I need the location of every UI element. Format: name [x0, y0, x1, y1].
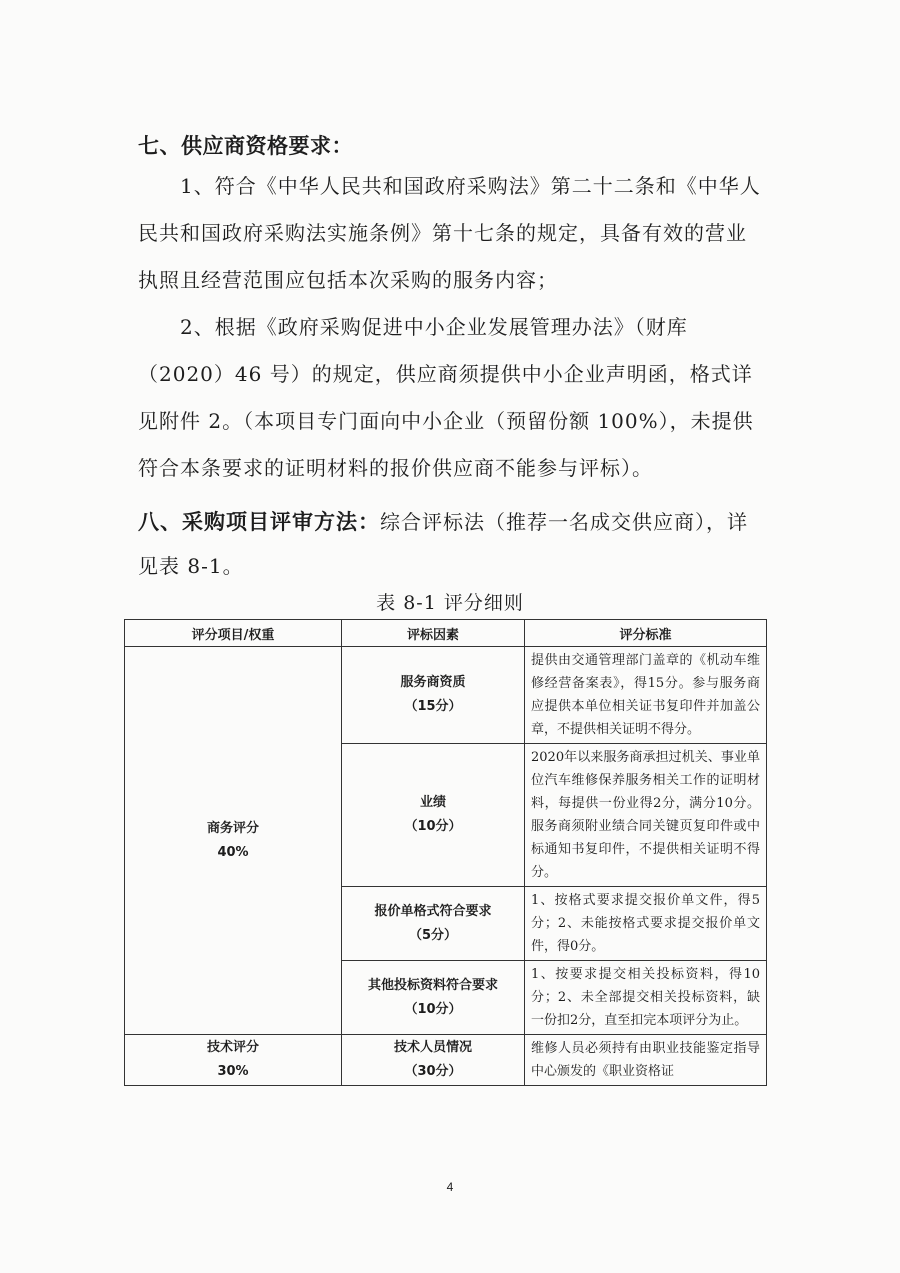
category-name: 技术评分 — [206, 1040, 259, 1055]
section-7-heading: 七、供应商资格要求： — [138, 134, 353, 158]
table-row — [125, 1035, 767, 1086]
factor-points: （15分） — [404, 699, 462, 714]
section-8-heading: 八、采购项目评审方法： — [138, 510, 380, 534]
factor-name: 其他投标资料符合要求 — [367, 977, 498, 993]
table-caption: 表 8-1 评分细则 — [376, 592, 524, 614]
category-name: 商务评分 — [206, 820, 259, 836]
requirement-item-1: 1、符合《中华人民共和国政府采购法》第二十二条和《中华人民共和国政府采购法实施条例》第十七条的规定，具备有效的营业执照且经营范围应包括本次采购的服务内容； — [138, 174, 761, 292]
factor-cell — [342, 744, 525, 887]
factor-points: （30分） — [404, 1064, 462, 1079]
section-7-body — [138, 163, 764, 492]
table-row — [125, 647, 767, 744]
factor-cell — [342, 1035, 525, 1086]
factor-name: 报价单格式符合要求 — [374, 903, 492, 919]
category-weight: 30% — [217, 1064, 249, 1079]
column-header: 评标因素 — [342, 620, 525, 647]
criteria-cell: 维修人员必须持有由职业技能鉴定指导中心颁发的《职业资格证 — [525, 1035, 767, 1086]
factor-cell — [342, 887, 525, 961]
factor-points: （10分） — [404, 1001, 462, 1017]
category-weight: 40% — [217, 844, 249, 860]
column-header: 评分标准 — [525, 620, 767, 647]
factor-points: （10分） — [404, 819, 462, 834]
criteria-cell: 1、按要求提交相关投标资料，得10分；2、未全部提交相关投标资料，缺一份扣2分，直至扣完本项评分为止。 — [525, 961, 767, 1035]
factor-cell — [342, 961, 525, 1035]
category-business — [125, 647, 342, 1035]
section-8 — [138, 500, 768, 588]
page-number: 4 — [446, 1180, 454, 1194]
section-8-text: 综合评标法（推荐一名成交供应商），详见表 8-1。 — [138, 510, 748, 578]
scoring-table — [124, 619, 767, 1086]
factor-cell — [342, 647, 525, 744]
requirement-item-2: 2、根据《政府采购促进中小企业发展管理办法》（财库（2020）46 号）的规定，供应商须提供中小企业声明函，格式详见附件 2。（本项目专门面向中小企业（预留份额 100%），未提供符合本条要求的证明材料的报价供应商不能参与评标）。 — [138, 315, 754, 480]
criteria-cell: 2020年以来服务商承担过机关、事业单位汽车维修保养服务相关工作的证明材料，每提供一份业得2分，满分10分。服务商须附业绩合同关键页复印件或中标通知书复印件，不提供相关证明不得分。 — [525, 744, 767, 887]
factor-points: （5分） — [408, 927, 458, 943]
criteria-cell: 1、按格式要求提交报价单文件，得5分；2、未能按格式要求提交报价单文件，得0分。 — [525, 887, 767, 961]
factor-name: 业绩 — [419, 795, 446, 810]
table-header-row — [125, 620, 767, 647]
factor-name: 服务商资质 — [400, 675, 466, 690]
criteria-cell: 提供由交通管理部门盖章的《机动车维修经营备案表》，得15分。参与服务商应提供本单位相关证书复印件并加盖公章，不提供相关证明不得分。 — [525, 647, 767, 744]
column-header: 评分项目/权重 — [125, 620, 342, 647]
factor-name: 技术人员情况 — [393, 1040, 472, 1055]
category-technical — [125, 1035, 342, 1086]
